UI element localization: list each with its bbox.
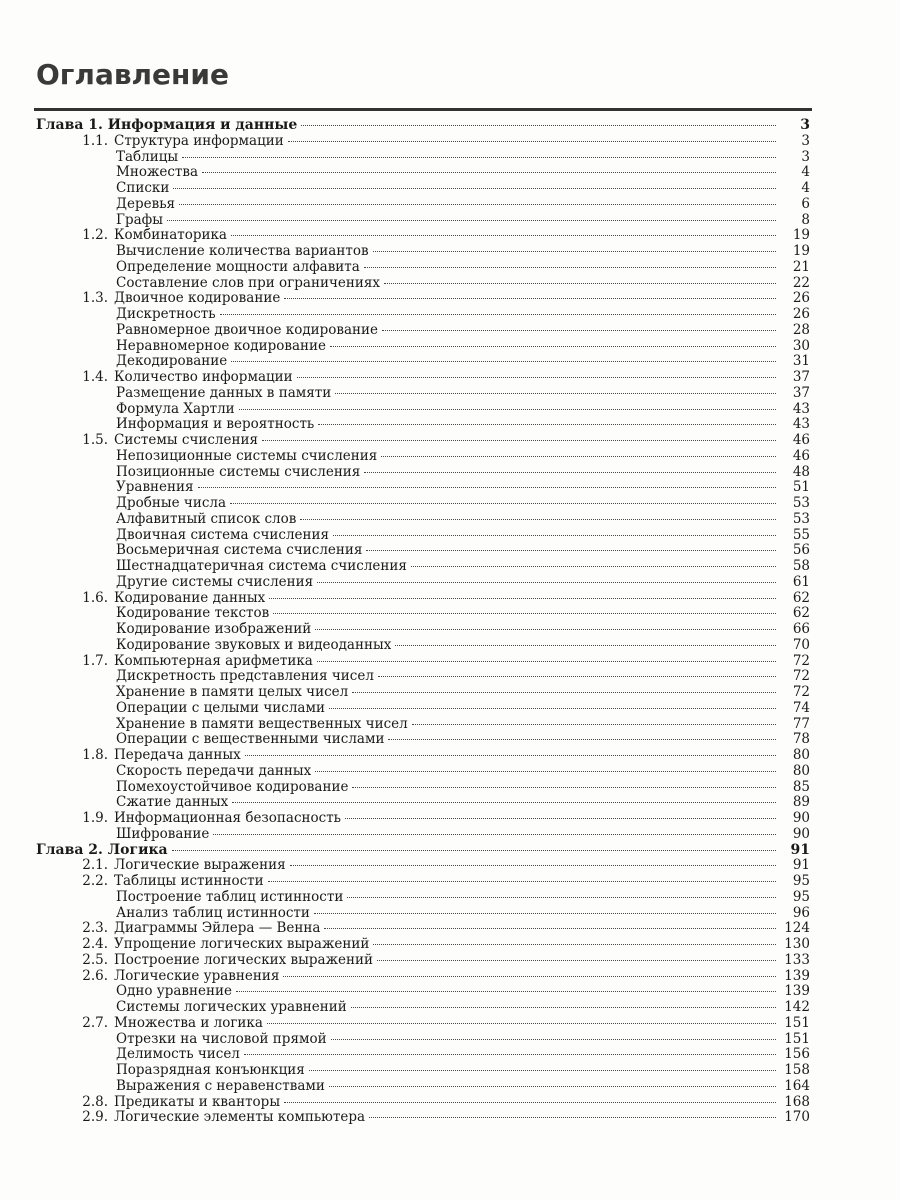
- page-number: 151: [784, 1014, 810, 1031]
- page-number: 74: [792, 699, 810, 716]
- page-number: 80: [792, 747, 810, 763]
- dot-leader: [288, 141, 776, 142]
- dot-leader: [245, 755, 776, 756]
- toc-section-row: [36, 1016, 810, 1032]
- toc-subsection-row: [36, 276, 810, 292]
- dot-leader: [239, 409, 776, 410]
- toc-entry-title: Информационная безопасность: [114, 811, 342, 826]
- dot-leader: [283, 976, 776, 977]
- section-number: 1.4.: [82, 369, 108, 385]
- page-number: 95: [792, 888, 810, 905]
- dot-leader: [244, 1054, 776, 1055]
- dot-leader: [331, 1039, 776, 1040]
- dot-leader: [352, 692, 776, 693]
- dot-leader: [284, 298, 776, 299]
- dot-leader: [373, 944, 776, 945]
- page-number: 139: [784, 967, 810, 984]
- dot-leader: [172, 850, 776, 851]
- page-number: 28: [792, 321, 810, 338]
- toc-entry-title: Равномерное двоичное кодирование: [116, 322, 379, 338]
- dot-leader: [167, 220, 776, 221]
- page-number: 90: [792, 825, 810, 842]
- dot-leader: [317, 582, 776, 583]
- toc-entry-title: Дробные числа: [116, 496, 227, 511]
- dot-leader: [220, 314, 776, 315]
- section-number: 2.8.: [82, 1093, 108, 1110]
- page-number: 89: [792, 794, 810, 811]
- dot-leader: [173, 188, 776, 189]
- toc-subsection-row: [36, 354, 810, 370]
- toc-section-row: [36, 953, 810, 969]
- dot-leader: [179, 204, 776, 205]
- toc-subsection-row: [36, 528, 810, 544]
- toc-subsection-row: [36, 197, 810, 213]
- toc-entry-title: Кодирование данных: [114, 590, 266, 606]
- section-number: 1.2.: [82, 227, 108, 244]
- toc-subsection-row: [36, 512, 810, 528]
- section-number: 2.2.: [82, 873, 108, 889]
- page-number: 139: [784, 983, 810, 1000]
- page-number: 62: [792, 589, 810, 606]
- toc-entry-title: Дискретность: [116, 307, 216, 322]
- dot-leader: [345, 818, 776, 819]
- toc-section-row: [36, 1110, 810, 1126]
- page-number: 37: [792, 369, 810, 385]
- toc-entry-title: Вычисление количества вариантов: [116, 244, 369, 259]
- dot-leader: [395, 645, 776, 646]
- page-number: 90: [792, 810, 810, 826]
- page-number: 53: [792, 510, 810, 527]
- toc-entry-title: Операции с целыми числами: [116, 700, 325, 716]
- toc-section-row: [36, 1095, 810, 1111]
- toc-subsection-row: [36, 575, 810, 591]
- section-number: 2.4.: [82, 936, 108, 952]
- toc-entry-title: Информация и вероятность: [116, 417, 315, 433]
- toc-entry-title: Определение мощности алфавита: [116, 259, 360, 275]
- page-number: 22: [792, 274, 810, 291]
- toc-subsection-row: [36, 780, 810, 796]
- dot-leader: [290, 865, 776, 866]
- dot-leader: [301, 125, 776, 126]
- dot-leader: [377, 960, 776, 961]
- toc-subsection-row: [36, 496, 810, 512]
- toc-entry-title: Алфавитный список слов: [116, 511, 297, 527]
- toc-entry-title: Системы счисления: [114, 433, 259, 448]
- toc-entry-title: Построение логических выражений: [114, 952, 373, 968]
- toc-entry-title: Логические элементы компьютера: [114, 1110, 366, 1126]
- page-title: Оглавление: [36, 58, 230, 91]
- page-number: 53: [792, 495, 810, 511]
- toc-subsection-row: [36, 465, 810, 481]
- toc-entry-title: Декодирование: [116, 354, 228, 370]
- dot-leader: [232, 802, 776, 803]
- toc-section-row: [36, 858, 810, 874]
- toc-entry-title: Сжатие данных: [116, 795, 229, 811]
- toc-subsection-row: [36, 559, 810, 575]
- section-number: 1.3.: [82, 290, 108, 307]
- toc-subsection-row: [36, 402, 810, 418]
- toc-entry-title: Другие системы счисления: [116, 574, 314, 590]
- dot-leader: [412, 724, 776, 725]
- toc-entry-title: Делимость чисел: [116, 1047, 240, 1063]
- toc-section-row: [36, 937, 810, 953]
- page-number: 31: [792, 353, 810, 370]
- toc-entry-title: Анализ таблиц истинности: [116, 905, 310, 921]
- dot-leader: [315, 771, 776, 772]
- toc-entry-title: Глава 2. Логика: [36, 842, 168, 858]
- toc-entry-title: Структура информации: [114, 133, 284, 149]
- page-number: 26: [792, 306, 810, 322]
- dot-leader: [330, 346, 776, 347]
- toc-entry-title: Кодирование звуковых и видеоданных: [116, 637, 392, 653]
- dot-leader: [381, 456, 776, 457]
- toc-section-row: [36, 921, 810, 937]
- page-number: 6: [801, 195, 810, 212]
- dot-leader: [411, 566, 776, 567]
- toc-subsection-row: [36, 1000, 810, 1016]
- dot-leader: [297, 377, 776, 378]
- page-number: 168: [784, 1093, 810, 1110]
- toc-entry-title: Графы: [116, 212, 163, 228]
- toc-subsection-row: [36, 307, 810, 323]
- dot-leader: [351, 1007, 776, 1008]
- section-number: 2.5.: [82, 951, 108, 968]
- page-number: 72: [792, 652, 810, 669]
- dot-leader: [384, 283, 776, 284]
- toc-entry-title: Хранение в памяти вещественных чисел: [116, 716, 408, 732]
- page-number: 3: [801, 132, 810, 149]
- toc-entry-title: Одно уравнение: [116, 984, 233, 1000]
- page-number: 70: [792, 636, 810, 653]
- toc-subsection-row: [36, 701, 810, 717]
- toc-entry-title: Кодирование текстов: [116, 606, 270, 622]
- toc-subsection-row: [36, 1047, 810, 1063]
- page-number: 43: [792, 400, 810, 417]
- dot-leader: [202, 172, 776, 173]
- toc-section-row: [36, 433, 810, 449]
- toc-section-row: [36, 591, 810, 607]
- page-number: 48: [792, 463, 810, 480]
- toc-subsection-row: [36, 417, 810, 433]
- toc-entry-title: Отрезки на числовой прямой: [116, 1031, 327, 1047]
- toc-entry-title: Шифрование: [116, 826, 210, 842]
- dot-leader: [267, 1023, 776, 1024]
- page-number: 66: [792, 621, 810, 637]
- page-number: 43: [792, 416, 810, 433]
- toc-entry-title: Шестнадцатеричная система счисления: [116, 559, 407, 574]
- dot-leader: [329, 708, 776, 709]
- section-number: 2.9.: [82, 1109, 108, 1126]
- toc-section-row: [36, 291, 810, 307]
- toc-subsection-row: [36, 669, 810, 685]
- dot-leader: [333, 535, 776, 536]
- page-number: 19: [792, 227, 810, 244]
- toc-subsection-row: [36, 685, 810, 701]
- toc-subsection-row: [36, 150, 810, 166]
- toc-section-row: [36, 370, 810, 386]
- toc-entry-title: Диаграммы Эйлера — Венна: [114, 921, 321, 937]
- toc-subsection-row: [36, 323, 810, 339]
- toc-entry-title: Списки: [116, 181, 170, 196]
- section-number: 1.1.: [82, 132, 108, 149]
- dot-leader: [315, 629, 776, 630]
- toc-subsection-row: [36, 339, 810, 355]
- toc-section-row: [36, 811, 810, 827]
- page-number: 151: [784, 1030, 810, 1047]
- toc-entry-title: Комбинаторика: [114, 228, 227, 244]
- page-number: 80: [792, 762, 810, 779]
- page-number: 8: [801, 211, 810, 228]
- page-number: 61: [792, 573, 810, 590]
- toc-section-row: [36, 748, 810, 764]
- toc-entry-title: Хранение в памяти целых чисел: [116, 685, 349, 700]
- dot-leader: [236, 991, 776, 992]
- page-number: 3: [800, 117, 810, 133]
- toc-subsection-row: [36, 1063, 810, 1079]
- toc-entry-title: Логические выражения: [114, 858, 286, 874]
- page-number: 62: [792, 605, 810, 622]
- toc-entry-title: Количество информации: [114, 370, 293, 385]
- page-number: 72: [792, 668, 810, 685]
- toc-subsection-row: [36, 449, 810, 465]
- toc-section-row: [36, 134, 810, 150]
- dot-leader: [373, 251, 776, 252]
- toc-chapter-row: [36, 843, 810, 859]
- page-number: 37: [792, 384, 810, 401]
- dot-leader: [388, 739, 776, 740]
- dot-leader: [269, 598, 776, 599]
- toc-entry-title: Глава 1. Информация и данные: [36, 118, 298, 133]
- toc-section-row: [36, 874, 810, 890]
- dot-leader: [369, 1117, 776, 1118]
- section-number: 2.1.: [82, 857, 108, 874]
- page-number: 3: [801, 148, 810, 165]
- dot-leader: [314, 913, 776, 914]
- toc-entry-title: Двоичное кодирование: [114, 291, 281, 307]
- page-number: 91: [792, 857, 810, 874]
- toc-subsection-row: [36, 717, 810, 733]
- dot-leader: [364, 267, 776, 268]
- section-number: 2.3.: [82, 920, 108, 937]
- page-number: 85: [792, 778, 810, 795]
- toc-entry-title: Непозиционные системы счисления: [116, 448, 378, 464]
- dot-leader: [230, 503, 776, 504]
- toc-entry-title: Скорость передачи данных: [116, 763, 312, 779]
- page-number: 51: [792, 479, 810, 496]
- toc-entry-title: Системы логических уравнений: [116, 1000, 347, 1015]
- toc-subsection-row: [36, 1079, 810, 1095]
- page-number: 142: [784, 999, 810, 1015]
- page-number: 19: [792, 243, 810, 259]
- section-number: 1.7.: [82, 652, 108, 669]
- section-number: 1.8.: [82, 747, 108, 763]
- page-number: 30: [792, 337, 810, 354]
- toc-subsection-row: [36, 890, 810, 906]
- toc-entry-title: Уравнения: [116, 480, 194, 496]
- toc-entry-title: Восьмеричная система счисления: [116, 543, 363, 559]
- page-number: 133: [784, 951, 810, 968]
- toc-subsection-row: [36, 260, 810, 276]
- toc-chapter-row: [36, 118, 810, 134]
- toc-entry-title: Выражения с неравенствами: [116, 1078, 325, 1094]
- page-number: 46: [792, 432, 810, 448]
- dot-leader: [382, 330, 776, 331]
- page-number: 170: [784, 1109, 810, 1126]
- page-number: 4: [801, 180, 810, 196]
- dot-leader: [378, 676, 776, 677]
- toc-subsection-row: [36, 213, 810, 229]
- table-of-contents: [36, 118, 810, 1126]
- toc-section-row: [36, 228, 810, 244]
- page-number: 26: [792, 290, 810, 307]
- page-number: 21: [792, 258, 810, 275]
- toc-entry-title: Кодирование изображений: [116, 622, 312, 637]
- toc-subsection-row: [36, 764, 810, 780]
- page-number: 156: [784, 1046, 810, 1063]
- page-number: 164: [784, 1077, 810, 1094]
- toc-subsection-row: [36, 906, 810, 922]
- toc-subsection-row: [36, 386, 810, 402]
- toc-entry-title: Двоичная система счисления: [116, 527, 330, 543]
- page-number: 56: [792, 542, 810, 559]
- toc-entry-title: Деревья: [116, 196, 176, 212]
- page-number: 158: [784, 1062, 810, 1078]
- dot-leader: [300, 519, 776, 520]
- dot-leader: [329, 1086, 776, 1087]
- dot-leader: [273, 613, 776, 614]
- toc-subsection-row: [36, 622, 810, 638]
- dot-leader: [284, 1102, 776, 1103]
- dot-leader: [213, 834, 776, 835]
- section-number: 1.5.: [82, 432, 108, 448]
- page-number: 96: [792, 904, 810, 921]
- title-underline: [34, 108, 812, 111]
- page-number: 58: [792, 558, 810, 574]
- dot-leader: [231, 235, 776, 236]
- dot-leader: [318, 424, 776, 425]
- section-number: 2.7.: [82, 1014, 108, 1031]
- dot-leader: [324, 928, 776, 929]
- toc-section-row: [36, 969, 810, 985]
- toc-entry-title: Передача данных: [114, 748, 241, 763]
- toc-subsection-row: [36, 1032, 810, 1048]
- toc-entry-title: Предикаты и кванторы: [114, 1094, 281, 1110]
- toc-entry-title: Позиционные системы счисления: [116, 464, 361, 480]
- toc-entry-title: Множества и логика: [114, 1015, 263, 1031]
- toc-entry-title: Упрощение логических выражений: [114, 937, 370, 952]
- toc-entry-title: Операции с вещественными числами: [116, 732, 385, 748]
- page-number: 91: [790, 841, 810, 858]
- toc-subsection-row: [36, 795, 810, 811]
- toc-subsection-row: [36, 543, 810, 559]
- toc-entry-title: Формула Хартли: [116, 401, 235, 417]
- dot-leader: [268, 881, 776, 882]
- toc-entry-title: Множества: [116, 165, 199, 181]
- toc-subsection-row: [36, 638, 810, 654]
- toc-entry-title: Поразрядная конъюнкция: [116, 1063, 305, 1078]
- toc-subsection-row: [36, 181, 810, 197]
- section-number: 1.9.: [82, 810, 108, 826]
- page-number: 55: [792, 526, 810, 543]
- page-number: 46: [792, 447, 810, 464]
- section-number: 1.6.: [82, 589, 108, 606]
- toc-entry-title: Таблицы истинности: [114, 874, 264, 889]
- toc-entry-title: Размещение данных в памяти: [116, 385, 332, 401]
- dot-leader: [317, 661, 776, 662]
- toc-subsection-row: [36, 244, 810, 260]
- toc-entry-title: Помехоустойчивое кодирование: [116, 779, 349, 795]
- toc-subsection-row: [36, 606, 810, 622]
- page-number: 130: [784, 936, 810, 952]
- dot-leader: [309, 1070, 776, 1071]
- toc-entry-title: Дискретность представления чисел: [116, 669, 374, 685]
- toc-entry-title: Построение таблиц истинности: [116, 889, 344, 905]
- section-number: 2.6.: [82, 967, 108, 984]
- toc-section-row: [36, 654, 810, 670]
- toc-entry-title: Логические уравнения: [114, 968, 280, 984]
- toc-entry-title: Неравномерное кодирование: [116, 338, 326, 354]
- dot-leader: [262, 440, 776, 441]
- dot-leader: [364, 472, 776, 473]
- page-number: 78: [792, 731, 810, 748]
- page-number: 124: [784, 920, 810, 937]
- page-number: 77: [792, 715, 810, 732]
- dot-leader: [366, 550, 776, 551]
- dot-leader: [231, 361, 776, 362]
- toc-subsection-row: [36, 827, 810, 843]
- page-number: 4: [801, 164, 810, 181]
- toc-subsection-row: [36, 984, 810, 1000]
- toc-entry-title: Компьютерная арифметика: [114, 653, 313, 669]
- dot-leader: [198, 487, 776, 488]
- page-number: 72: [792, 684, 810, 700]
- dot-leader: [335, 393, 776, 394]
- dot-leader: [347, 897, 776, 898]
- page-number: 95: [792, 873, 810, 889]
- toc-entry-title: Составление слов при ограничениях: [116, 275, 380, 291]
- toc-entry-title: Таблицы: [116, 149, 179, 165]
- toc-subsection-row: [36, 480, 810, 496]
- dot-leader: [182, 157, 776, 158]
- toc-subsection-row: [36, 165, 810, 181]
- toc-subsection-row: [36, 732, 810, 748]
- dot-leader: [352, 787, 776, 788]
